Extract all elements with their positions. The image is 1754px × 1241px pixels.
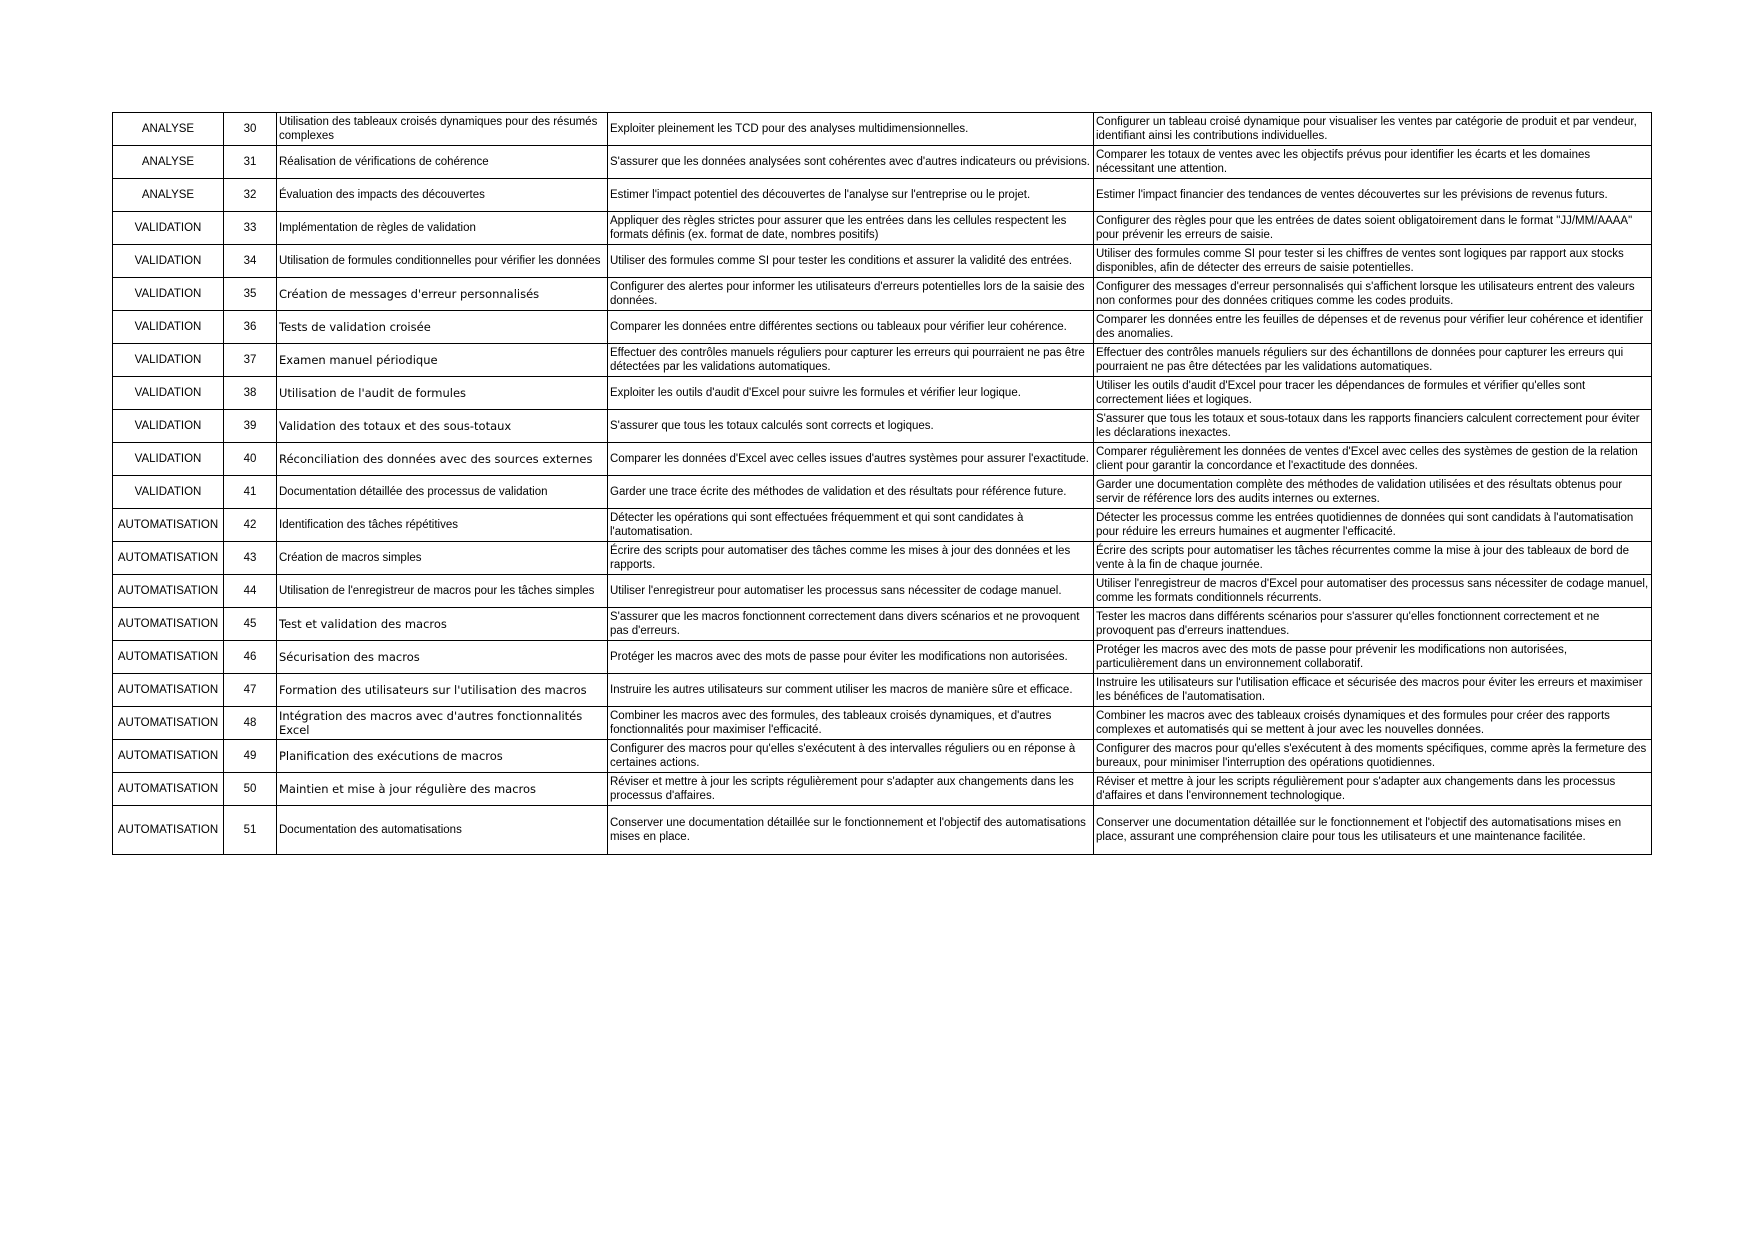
number-cell: 51: [224, 806, 277, 855]
title-cell: Utilisation des tableaux croisés dynamiques pour des résumés complexes: [277, 113, 608, 146]
example-cell: S'assurer que tous les totaux et sous-totaux dans les rapports financiers calculent correctement pour éviter les déclarations inexactes.: [1094, 410, 1652, 443]
description-cell: Exploiter pleinement les TCD pour des analyses multidimensionnelles.: [608, 113, 1094, 146]
description-cell: Utiliser des formules comme SI pour tester les conditions et assurer la validité des entrées.: [608, 245, 1094, 278]
table-row: [113, 113, 1652, 146]
table-row: [113, 344, 1652, 377]
category-cell: VALIDATION: [113, 377, 224, 410]
description-cell: Instruire les autres utilisateurs sur comment utiliser les macros de manière sûre et efficace.: [608, 674, 1094, 707]
category-cell: AUTOMATISATION: [113, 740, 224, 773]
number-cell: 37: [224, 344, 277, 377]
table-row: [113, 245, 1652, 278]
description-cell: Écrire des scripts pour automatiser des tâches comme les mises à jour des données et les rapports.: [608, 542, 1094, 575]
category-cell: VALIDATION: [113, 245, 224, 278]
number-cell: 36: [224, 311, 277, 344]
category-cell: VALIDATION: [113, 410, 224, 443]
category-cell: VALIDATION: [113, 443, 224, 476]
title-cell: Documentation des automatisations: [277, 806, 608, 855]
category-cell: VALIDATION: [113, 278, 224, 311]
description-cell: Protéger les macros avec des mots de passe pour éviter les modifications non autorisées.: [608, 641, 1094, 674]
title-cell: Identification des tâches répétitives: [277, 509, 608, 542]
number-cell: 34: [224, 245, 277, 278]
title-cell: Documentation détaillée des processus de validation: [277, 476, 608, 509]
table-row: [113, 707, 1652, 740]
number-cell: 50: [224, 773, 277, 806]
number-cell: 42: [224, 509, 277, 542]
example-cell: Instruire les utilisateurs sur l'utilisation efficace et sécurisée des macros pour éviter les erreurs et maximiser les bénéfices de l'automatisation.: [1094, 674, 1652, 707]
example-cell: Écrire des scripts pour automatiser les tâches récurrentes comme la mise à jour des tableaux de bord de vente à la fin de chaque journée.: [1094, 542, 1652, 575]
example-cell: Configurer des macros pour qu'elles s'exécutent à des moments spécifiques, comme après la fermeture des bureaux, pour minimiser l'interruption des opérations quotidiennes.: [1094, 740, 1652, 773]
number-cell: 41: [224, 476, 277, 509]
description-cell: Effectuer des contrôles manuels réguliers pour capturer les erreurs qui pourraient ne pas être détectées par les validations automatiques.: [608, 344, 1094, 377]
title-cell: Utilisation de l'enregistreur de macros pour les tâches simples: [277, 575, 608, 608]
number-cell: 31: [224, 146, 277, 179]
title-cell: Évaluation des impacts des découvertes: [277, 179, 608, 212]
number-cell: 46: [224, 641, 277, 674]
number-cell: 35: [224, 278, 277, 311]
example-cell: Comparer les données entre les feuilles de dépenses et de revenus pour vérifier leur cohérence et identifier des anomalies.: [1094, 311, 1652, 344]
number-cell: 40: [224, 443, 277, 476]
description-cell: Estimer l'impact potentiel des découvertes de l'analyse sur l'entreprise ou le projet.: [608, 179, 1094, 212]
example-cell: Garder une documentation complète des méthodes de validation utilisées et des résultats obtenus pour servir de référence lors des audits internes ou externes.: [1094, 476, 1652, 509]
category-cell: AUTOMATISATION: [113, 509, 224, 542]
table-row: [113, 674, 1652, 707]
table-row: [113, 575, 1652, 608]
title-cell: Sécurisation des macros: [277, 641, 608, 674]
title-cell: Planification des exécutions de macros: [277, 740, 608, 773]
example-cell: Configurer des règles pour que les entrées de dates soient obligatoirement dans le format "JJ/MM/AAAA" pour prévenir les erreurs de saisie.: [1094, 212, 1652, 245]
example-cell: Détecter les processus comme les entrées quotidiennes de données qui sont candidats à l'automatisation pour réduire les erreurs humaines et augmenter l'efficacité.: [1094, 509, 1652, 542]
number-cell: 32: [224, 179, 277, 212]
category-cell: AUTOMATISATION: [113, 608, 224, 641]
example-cell: Utiliser des formules comme SI pour tester si les chiffres de ventes sont logiques par rapport aux stocks disponibles, afin de détecter des erreurs de saisie potentielles.: [1094, 245, 1652, 278]
category-cell: AUTOMATISATION: [113, 674, 224, 707]
table-row: [113, 212, 1652, 245]
example-cell: Réviser et mettre à jour les scripts régulièrement pour s'adapter aux changements dans les processus d'affaires et dans l'environnement technologique.: [1094, 773, 1652, 806]
table-row: [113, 542, 1652, 575]
title-cell: Réconciliation des données avec des sources externes: [277, 443, 608, 476]
number-cell: 49: [224, 740, 277, 773]
title-cell: Examen manuel périodique: [277, 344, 608, 377]
number-cell: 39: [224, 410, 277, 443]
title-cell: Création de messages d'erreur personnalisés: [277, 278, 608, 311]
table-row: [113, 278, 1652, 311]
description-cell: Utiliser l'enregistreur pour automatiser les processus sans nécessiter de codage manuel.: [608, 575, 1094, 608]
example-cell: Protéger les macros avec des mots de passe pour prévenir les modifications non autorisées, particulièrement dans un environnement collaboratif.: [1094, 641, 1652, 674]
title-cell: Utilisation de formules conditionnelles pour vérifier les données: [277, 245, 608, 278]
table-row: [113, 773, 1652, 806]
description-cell: Comparer les données entre différentes sections ou tableaux pour vérifier leur cohérence.: [608, 311, 1094, 344]
category-cell: ANALYSE: [113, 146, 224, 179]
description-cell: Configurer des alertes pour informer les utilisateurs d'erreurs potentielles lors de la saisie des données.: [608, 278, 1094, 311]
number-cell: 45: [224, 608, 277, 641]
number-cell: 47: [224, 674, 277, 707]
category-cell: VALIDATION: [113, 212, 224, 245]
practices-table: [112, 112, 1652, 855]
example-cell: Estimer l'impact financier des tendances de ventes découvertes sur les prévisions de revenus futurs.: [1094, 179, 1652, 212]
description-cell: Appliquer des règles strictes pour assurer que les entrées dans les cellules respectent les formats définis (ex. format de date, nombres positifs): [608, 212, 1094, 245]
table-row: [113, 740, 1652, 773]
table-row: [113, 179, 1652, 212]
table-row: [113, 641, 1652, 674]
example-cell: Comparer régulièrement les données de ventes d'Excel avec celles des systèmes de gestion de la relation client pour garantir la concordance et l'exactitude des données.: [1094, 443, 1652, 476]
example-cell: Configurer un tableau croisé dynamique pour visualiser les ventes par catégorie de produit et par vendeur, identifiant ainsi les contributions individuelles.: [1094, 113, 1652, 146]
table-row: [113, 443, 1652, 476]
table-row: [113, 377, 1652, 410]
example-cell: Combiner les macros avec des tableaux croisés dynamiques et des formules pour créer des rapports complexes et automatisés qui se mettent à jour avec les nouvelles données.: [1094, 707, 1652, 740]
title-cell: Création de macros simples: [277, 542, 608, 575]
description-cell: S'assurer que les macros fonctionnent correctement dans divers scénarios et ne provoquent pas d'erreurs.: [608, 608, 1094, 641]
category-cell: ANALYSE: [113, 113, 224, 146]
number-cell: 38: [224, 377, 277, 410]
title-cell: Maintien et mise à jour régulière des macros: [277, 773, 608, 806]
title-cell: Formation des utilisateurs sur l'utilisation des macros: [277, 674, 608, 707]
title-cell: Intégration des macros avec d'autres fonctionnalités Excel: [277, 707, 608, 740]
table-row: [113, 509, 1652, 542]
title-cell: Utilisation de l'audit de formules: [277, 377, 608, 410]
category-cell: AUTOMATISATION: [113, 773, 224, 806]
example-cell: Configurer des messages d'erreur personnalisés qui s'affichent lorsque les utilisateurs entrent des valeurs non conformes pour des données critiques comme les codes produits.: [1094, 278, 1652, 311]
description-cell: Configurer des macros pour qu'elles s'exécutent à des intervalles réguliers ou en réponse à certaines actions.: [608, 740, 1094, 773]
example-cell: Effectuer des contrôles manuels réguliers sur des échantillons de données pour capturer les erreurs qui pourraient ne pas être détectées par les validations automatiques.: [1094, 344, 1652, 377]
example-cell: Tester les macros dans différents scénarios pour s'assurer qu'elles fonctionnent correctement et ne provoquent pas d'erreurs inattendues.: [1094, 608, 1652, 641]
title-cell: Tests de validation croisée: [277, 311, 608, 344]
title-cell: Validation des totaux et des sous-totaux: [277, 410, 608, 443]
description-cell: Détecter les opérations qui sont effectuées fréquemment et qui sont candidates à l'automatisation.: [608, 509, 1094, 542]
description-cell: S'assurer que tous les totaux calculés sont corrects et logiques.: [608, 410, 1094, 443]
number-cell: 43: [224, 542, 277, 575]
example-cell: Utiliser l'enregistreur de macros d'Excel pour automatiser des processus sans nécessiter de codage manuel, comme les formats conditionnels récurrents.: [1094, 575, 1652, 608]
category-cell: AUTOMATISATION: [113, 542, 224, 575]
number-cell: 33: [224, 212, 277, 245]
number-cell: 44: [224, 575, 277, 608]
description-cell: Garder une trace écrite des méthodes de validation et des résultats pour référence future.: [608, 476, 1094, 509]
category-cell: VALIDATION: [113, 476, 224, 509]
number-cell: 48: [224, 707, 277, 740]
description-cell: Conserver une documentation détaillée sur le fonctionnement et l'objectif des automatisations mises en place.: [608, 806, 1094, 855]
table-row: [113, 410, 1652, 443]
title-cell: Test et validation des macros: [277, 608, 608, 641]
example-cell: Utiliser les outils d'audit d'Excel pour tracer les dépendances de formules et vérifier qu'elles sont correctement liées et logiques.: [1094, 377, 1652, 410]
description-cell: Exploiter les outils d'audit d'Excel pour suivre les formules et vérifier leur logique.: [608, 377, 1094, 410]
table-row: [113, 476, 1652, 509]
number-cell: 30: [224, 113, 277, 146]
description-cell: S'assurer que les données analysées sont cohérentes avec d'autres indicateurs ou prévisions.: [608, 146, 1094, 179]
title-cell: Implémentation de règles de validation: [277, 212, 608, 245]
category-cell: AUTOMATISATION: [113, 806, 224, 855]
table-row: [113, 806, 1652, 855]
category-cell: ANALYSE: [113, 179, 224, 212]
table-row: [113, 608, 1652, 641]
category-cell: AUTOMATISATION: [113, 641, 224, 674]
description-cell: Réviser et mettre à jour les scripts régulièrement pour s'adapter aux changements dans les processus d'affaires.: [608, 773, 1094, 806]
example-cell: Conserver une documentation détaillée sur le fonctionnement et l'objectif des automatisations mises en place, assurant une compréhension claire pour tous les utilisateurs et une maintenance facilitée.: [1094, 806, 1652, 855]
category-cell: VALIDATION: [113, 311, 224, 344]
category-cell: VALIDATION: [113, 344, 224, 377]
table-row: [113, 146, 1652, 179]
description-cell: Combiner les macros avec des formules, des tableaux croisés dynamiques, et d'autres fonctionnalités pour maximiser l'efficacité.: [608, 707, 1094, 740]
title-cell: Réalisation de vérifications de cohérence: [277, 146, 608, 179]
description-cell: Comparer les données d'Excel avec celles issues d'autres systèmes pour assurer l'exactitude.: [608, 443, 1094, 476]
example-cell: Comparer les totaux de ventes avec les objectifs prévus pour identifier les écarts et les domaines nécessitant une attention.: [1094, 146, 1652, 179]
table-row: [113, 311, 1652, 344]
category-cell: AUTOMATISATION: [113, 707, 224, 740]
category-cell: AUTOMATISATION: [113, 575, 224, 608]
